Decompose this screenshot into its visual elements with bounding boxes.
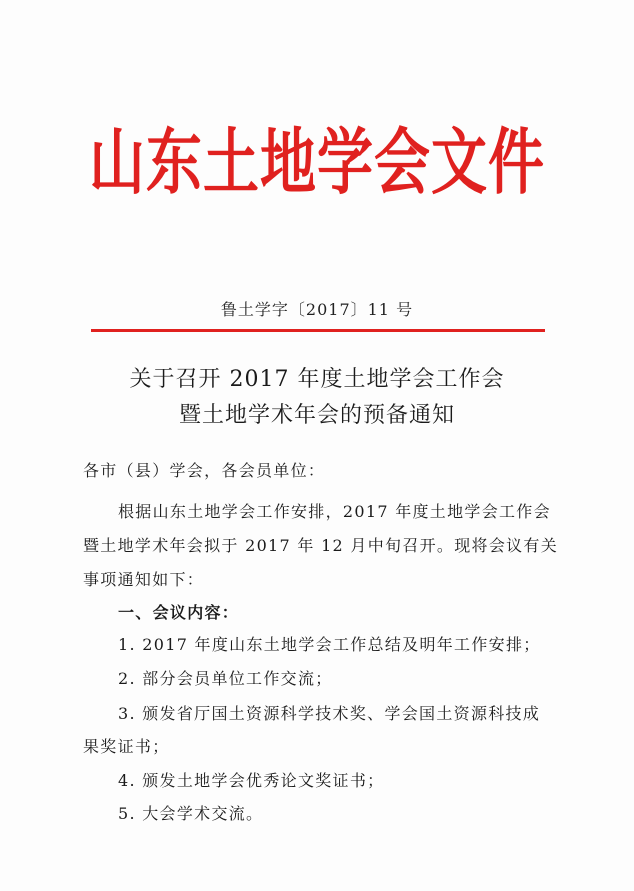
red-divider-line (91, 329, 545, 332)
content-item-2: 2. 部分会员单位工作交流； (118, 669, 333, 688)
content-item-4: 4. 颁发土地学会优秀论文奖证书； (118, 771, 385, 790)
subject-line-2: 暨土地学术年会的预备通知 (178, 403, 455, 428)
document-subject (0, 362, 634, 434)
section-1-heading: 一、会议内容： (118, 603, 240, 622)
salutation: 各市（县）学会，各会员单位： (83, 461, 326, 480)
intro-line-1: 根据山东土地学会工作安排，2017 年度土地学会工作会 (118, 502, 551, 521)
org-letterhead-title: 山东土地学会文件 (89, 121, 545, 205)
content-item-3-line-2: 果奖证书； (83, 737, 170, 756)
intro-line-2: 暨土地学术年会拟于 2017 年 12 月中旬召开。现将会议有关 (83, 536, 559, 555)
content-item-1: 1. 2017 年度山东土地学会工作总结及明年工作安排； (118, 635, 541, 654)
content-item-5: 5. 大会学术交流。 (118, 804, 264, 823)
intro-line-3: 事项通知如下： (83, 570, 205, 589)
subject-line-1: 关于召开 2017 年度土地学会工作会 (129, 367, 505, 392)
document-number: 鲁土学字〔2017〕11 号 (220, 300, 414, 319)
content-item-3-line-1: 3. 颁发省厅国土资源科学技术奖、学会国土资源科技成 (118, 704, 541, 723)
